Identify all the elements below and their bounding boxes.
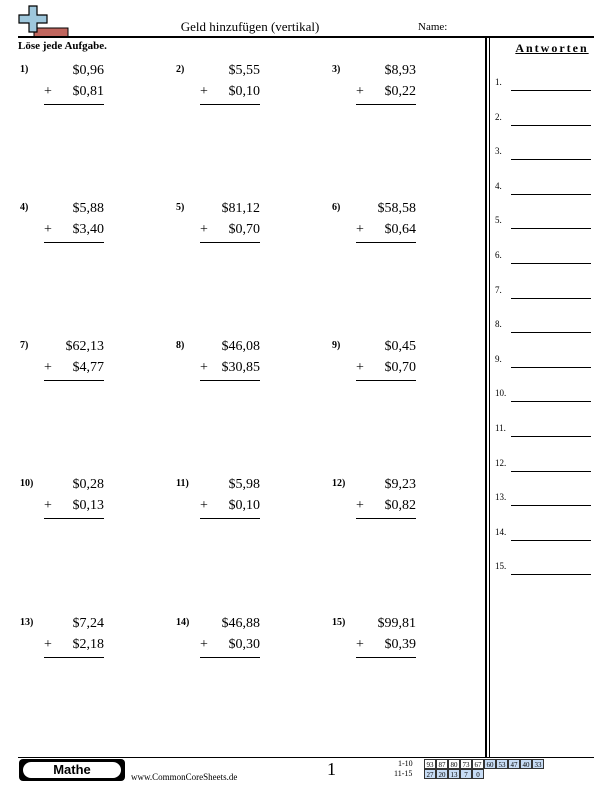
addend-top: $46,08 [221, 339, 260, 354]
score-cell: 80 [448, 759, 460, 769]
addend-top: $5,88 [72, 201, 104, 216]
answer-number: 7. [495, 284, 502, 295]
addend-bottom: $0,64 [384, 222, 416, 237]
problem [176, 478, 296, 528]
addend-top: $81,12 [221, 201, 260, 216]
addend-bottom: $4,77 [72, 360, 104, 375]
answer-blank[interactable] [511, 90, 591, 91]
problem-number: 10) [20, 478, 34, 489]
plus-sign: + [200, 84, 208, 99]
answer-blank[interactable] [511, 471, 591, 472]
score-cell: 13 [448, 769, 460, 779]
page-number: 1 [327, 759, 336, 779]
plus-sign: + [44, 498, 52, 513]
problem-number: 9) [332, 340, 341, 351]
problem-number: 7) [20, 340, 29, 351]
problem-number: 2) [176, 64, 185, 75]
answer-number: 1. [495, 77, 502, 87]
answer-row [495, 353, 595, 373]
problem [332, 340, 452, 390]
problem-number: 5) [176, 202, 185, 213]
problem-number: 12) [332, 478, 346, 489]
addend-top: $8,93 [384, 63, 416, 78]
answer-number: 13. [495, 492, 507, 503]
plus-sign: + [356, 637, 364, 652]
answer-blank[interactable] [511, 436, 591, 437]
answer-blank[interactable] [511, 228, 591, 229]
addend-top: $5,98 [228, 477, 260, 492]
addend-top: $7,24 [72, 616, 104, 631]
plus-sign: + [44, 222, 52, 237]
answer-row [495, 457, 595, 477]
plus-sign: + [356, 498, 364, 513]
addend-bottom: $2,18 [72, 637, 104, 652]
addend-top: $5,55 [228, 63, 260, 78]
problem [176, 202, 296, 252]
addend-top: $46,88 [221, 616, 260, 631]
addend-bottom: $0,13 [72, 498, 104, 513]
answer-row [495, 319, 595, 338]
answer-blank[interactable] [511, 125, 591, 126]
footer-rule [18, 757, 594, 758]
problem [332, 617, 452, 667]
problem-number: 11) [176, 478, 189, 489]
instruction-text: Löse jede Aufgabe. [18, 40, 107, 52]
score-cell: 93 [424, 759, 436, 769]
score-cell: 67 [472, 759, 484, 769]
subject-label: Mathe [23, 762, 121, 778]
answer-number: 12. [495, 457, 507, 468]
plus-sign-logo-icon [18, 4, 70, 38]
answer-number: 6. [495, 250, 502, 260]
problem [176, 617, 296, 667]
problem [332, 64, 452, 114]
answer-number: 15. [495, 561, 507, 572]
sum-rule [200, 518, 260, 519]
plus-sign: + [356, 360, 364, 375]
problem-number: 14) [176, 617, 190, 628]
problem [20, 478, 140, 528]
plus-sign: + [44, 360, 52, 375]
sum-rule [200, 242, 260, 243]
score-cell: 7 [460, 769, 472, 779]
plus-sign: + [200, 222, 208, 237]
score-range-label: 1-10 [398, 759, 413, 768]
problem [332, 478, 452, 528]
answer-blank[interactable] [511, 263, 591, 264]
score-cell: 40 [520, 759, 532, 769]
problem-number: 13) [20, 617, 34, 628]
sum-rule [356, 518, 416, 519]
answer-divider [485, 36, 487, 758]
worksheet-title: Geld hinzufügen (vertikal) [180, 19, 320, 34]
answer-blank[interactable] [511, 574, 591, 575]
addend-top: $58,58 [377, 201, 416, 216]
addend-bottom: $0,82 [384, 498, 416, 513]
addend-bottom: $0,81 [72, 84, 104, 99]
answer-row [495, 77, 595, 96]
score-cell: 27 [424, 769, 436, 779]
problem-number: 6) [332, 202, 341, 213]
answer-row [495, 526, 595, 546]
problem [176, 64, 296, 114]
answer-row [495, 180, 595, 200]
answer-blank[interactable] [511, 159, 591, 160]
addend-bottom: $0,10 [228, 498, 260, 513]
addend-top: $0,96 [72, 63, 104, 78]
addend-top: $62,13 [65, 339, 104, 354]
answer-number: 4. [495, 180, 502, 191]
answer-number: 14. [495, 526, 507, 537]
score-cell: 20 [436, 769, 448, 779]
problem-number: 3) [332, 64, 341, 75]
answer-number: 3. [495, 146, 502, 157]
sum-rule [356, 104, 416, 105]
answer-row [495, 388, 595, 407]
answer-row [495, 492, 595, 511]
plus-sign: + [356, 84, 364, 99]
answer-row [495, 284, 595, 304]
problem [20, 617, 140, 667]
addend-top: $9,23 [384, 477, 416, 492]
plus-sign: + [200, 637, 208, 652]
answer-row [495, 111, 595, 131]
answer-blank[interactable] [511, 194, 591, 195]
addend-bottom: $30,85 [221, 360, 260, 375]
sum-rule [200, 104, 260, 105]
score-cell: 0 [472, 769, 484, 779]
answer-row [495, 423, 595, 442]
answer-number: 2. [495, 111, 502, 122]
sum-rule [44, 380, 104, 381]
score-cell: 73 [460, 759, 472, 769]
plus-sign: + [44, 84, 52, 99]
addend-bottom: $0,70 [228, 222, 260, 237]
addend-bottom: $3,40 [72, 222, 104, 237]
sum-rule [356, 242, 416, 243]
problem-number: 8) [176, 340, 185, 351]
answer-blank[interactable] [511, 401, 591, 402]
score-cell: 87 [436, 759, 448, 769]
answer-blank[interactable] [511, 367, 591, 368]
website-label: www.CommonCoreSheets.de [131, 772, 238, 782]
addend-top: $99,81 [377, 616, 416, 631]
score-cell: 33 [532, 759, 544, 769]
sum-rule [200, 380, 260, 381]
score-range-label: 11-15 [394, 769, 413, 778]
answer-number: 11. [495, 423, 506, 433]
plus-sign: + [356, 222, 364, 237]
answer-row [495, 215, 595, 234]
addend-bottom: $0,22 [384, 84, 416, 99]
answer-number: 5. [495, 215, 502, 226]
answer-number: 8. [495, 319, 502, 330]
plus-sign: + [200, 360, 208, 375]
addend-top: $0,45 [384, 339, 416, 354]
score-cell: 53 [496, 759, 508, 769]
answer-blank[interactable] [511, 332, 591, 333]
answer-blank[interactable] [511, 298, 591, 299]
problem-number: 1) [20, 64, 29, 75]
addend-bottom: $0,30 [228, 637, 260, 652]
sum-rule [200, 657, 260, 658]
score-cell: 60 [484, 759, 496, 769]
problem [20, 64, 140, 114]
problem [20, 202, 140, 252]
answer-row [495, 561, 595, 580]
answer-number: 10. [495, 388, 507, 399]
answers-heading: Antworten [515, 41, 589, 55]
addend-bottom: $0,70 [384, 360, 416, 375]
answer-number: 9. [495, 353, 502, 364]
answer-divider-inner [489, 36, 490, 758]
plus-sign: + [44, 637, 52, 652]
sum-rule [44, 104, 104, 105]
problem [176, 340, 296, 390]
addend-bottom: $0,10 [228, 84, 260, 99]
problem-number: 15) [332, 617, 346, 628]
sum-rule [356, 657, 416, 658]
sum-rule [44, 657, 104, 658]
problem [20, 340, 140, 390]
sum-rule [44, 518, 104, 519]
sum-rule [44, 242, 104, 243]
answer-row [495, 146, 595, 165]
problem [332, 202, 452, 252]
plus-sign: + [200, 498, 208, 513]
name-label: Name: [418, 21, 448, 33]
header-rule [18, 36, 594, 38]
answer-row [495, 250, 595, 269]
answer-blank[interactable] [511, 540, 591, 541]
answer-blank[interactable] [511, 505, 591, 506]
sum-rule [356, 380, 416, 381]
addend-bottom: $0,39 [384, 637, 416, 652]
addend-top: $0,28 [72, 477, 104, 492]
problem-number: 4) [20, 202, 29, 213]
score-cell: 47 [508, 759, 520, 769]
